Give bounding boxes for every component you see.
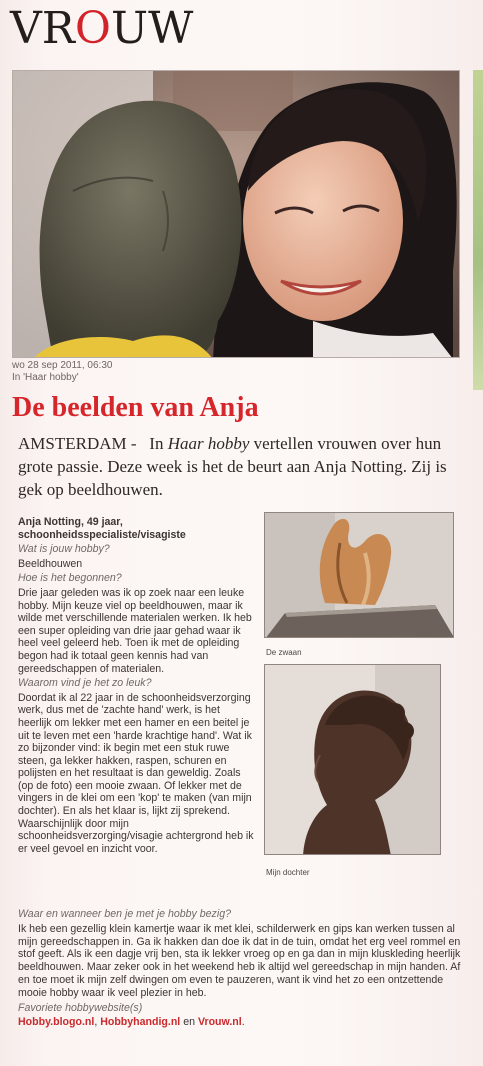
hero-photo-illustration	[13, 71, 460, 358]
question: Wat is jouw hobby?	[18, 543, 110, 556]
link-hobby-blogo[interactable]: Hobby.blogo.nl	[18, 1016, 95, 1029]
interview-wide	[18, 906, 474, 1029]
question: Waarom vind je het zo leuk?	[18, 677, 152, 690]
masthead-logo: VROUW	[10, 3, 194, 54]
profile-name: Anja Notting, 49 jaar,	[18, 516, 123, 528]
daughter-sculpture-photo	[264, 664, 441, 855]
article-date: wo 28 sep 2011, 06:30	[12, 360, 113, 371]
answer: Drie jaar geleden was ik op zoek naar een leuke hobby. Mijn keuze viel op beeldhouwen, maar ik wilde met verschillende materialen werken. Ik heb een super opleiding van drie jaar gehad waar ik heel veel geleerd heb. Toen ik met de opleiding begon had ik totaal geen kennis had van gereedschappen of materialen.	[18, 586, 252, 675]
answer: Doordat ik al 22 jaar in de schoonheidsverzorging werk, dus met de 'zachte hand' werk, is het heerlijk om lekker met een hamer en een beitel je uit te leven met een 'harde krachtige hand'. Wat ik zo bijzonder vind: ik begin met een stuk ruwe steen, ga lekker hakken, raspen, schuren en polijsten en het resultaat is dan geweldig. Zoals (op de foto) een mooie zwaan. Of lekker met de vingers in de klei om een 'kop' te maken (van mijn dochter). En als het klaar is, lijkt zij sprekend. Waarschijnlijk door mijn schoonheidsverzorging/visagie achtergrond heb ik er veel gevoel en inzicht voor.	[18, 691, 254, 855]
page-edge-strip	[473, 70, 483, 390]
article-lead: AMSTERDAM - In Haar hobby vertellen vrouwen over hun grote passie. Deze week is het de beurt aan Anja Notting. Zij is gek op beeldhouwen.	[18, 434, 447, 499]
hero-photo	[12, 70, 460, 358]
profile-occupation: schoonheidsspecialiste/visagiste	[18, 528, 186, 541]
link-hobbyhandig[interactable]: Hobbyhandig.nl	[100, 1016, 181, 1029]
caption-swan: De zwaan	[266, 648, 302, 657]
article-headline: De beelden van Anja	[12, 392, 259, 423]
swan-sculpture-illustration	[265, 513, 454, 638]
question: Waar en wanneer ben je met je hobby bezig?	[18, 908, 231, 920]
link-vrouw[interactable]: Vrouw.nl	[197, 1016, 242, 1029]
caption-daughter: Mijn dochter	[266, 868, 310, 877]
interview-column	[18, 516, 254, 857]
swan-sculpture-photo	[264, 512, 454, 638]
article-section: In 'Haar hobby'	[12, 372, 79, 383]
question: Hoe is het begonnen?	[18, 572, 122, 585]
answer: Ik heb een gezellig klein kamertje waar ik met klei, schilderwerk en gips kan werken tussen al mijn gereedschappen in. Ga ik hakken dan doe ik dat in de tuin, omdat het erg veel rommel en stof geeft. Als ik een dagje vrij ben, sta ik lekker vroeg op en ga dan in mijn kluskleding heerlijk beeldhouwen. Maar zeker ook in het weekend heb ik altijd wel gereedschap in mijn handen. Af en toe moet ik mijn zelf dwingen om even te pauzeren, want ik vind het zo een ontzettende mooie hobby waar ik veel plezier in heb.	[18, 922, 461, 999]
bust-sculpture-illustration	[265, 665, 441, 855]
answer: Beeldhouwen	[18, 557, 83, 570]
favorites-question: Favoriete hobbywebsite(s)	[18, 1001, 143, 1014]
article-meta	[12, 360, 112, 384]
favorites-links: Hobby.blogo.nl, Hobbyhandig.nl en Vrouw.nl.	[18, 1016, 245, 1029]
